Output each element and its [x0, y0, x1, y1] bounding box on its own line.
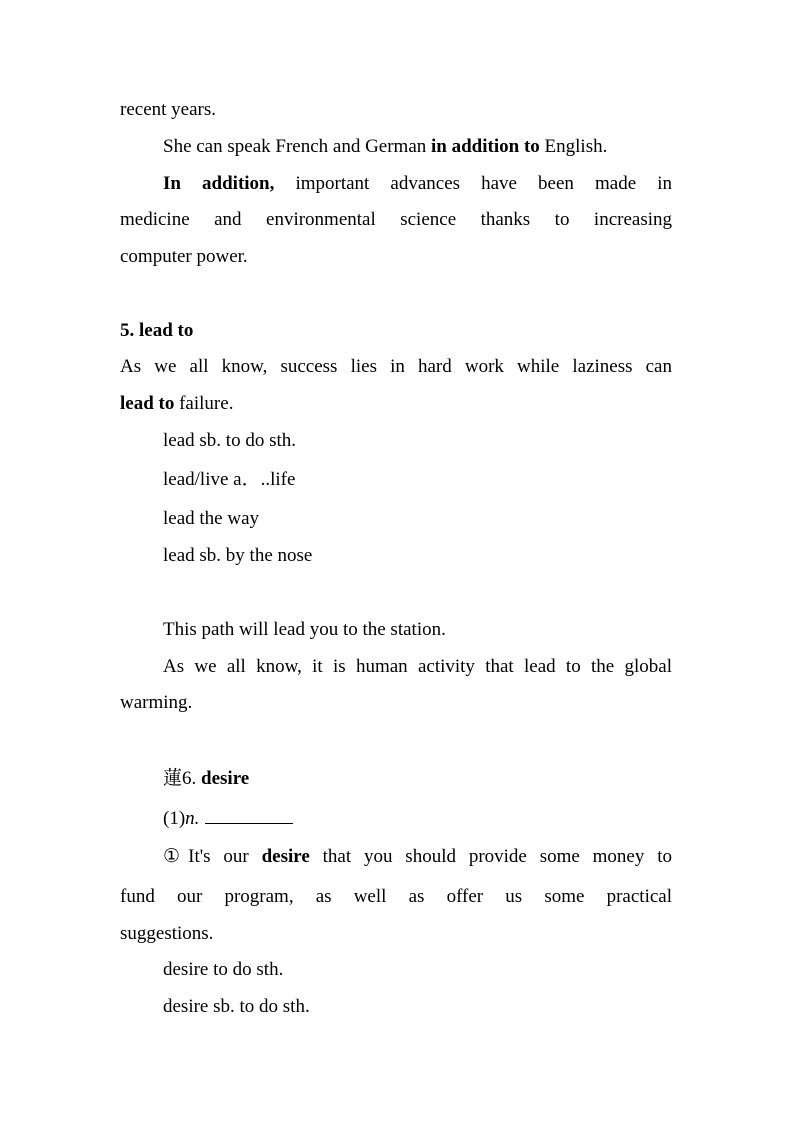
phrase-item: lead the way	[163, 508, 260, 529]
phrase-item: desire sb. to do sth.	[163, 996, 310, 1017]
key-phrase: in addition to	[431, 136, 540, 157]
section-heading: 5. lead to	[120, 320, 194, 341]
fill-in-item: (1)n.	[163, 805, 672, 831]
answer-blank	[205, 805, 293, 824]
phrase-item: lead sb. by the nose	[163, 545, 313, 566]
example-sentence: This path will lead you to the station.	[163, 619, 446, 640]
key-phrase: desire	[261, 846, 310, 867]
example-sentence-continued: lead to failure.	[120, 393, 234, 414]
example-sentence-continued: medicine and environmental science thanks to increasing	[120, 209, 672, 230]
section-heading: 蓮6. desire	[163, 768, 250, 789]
phrase-item: lead/live a．..life	[163, 469, 296, 490]
text-line: recent years.	[120, 99, 216, 120]
example-sentence-continued: suggestions.	[120, 923, 214, 944]
key-phrase: lead to	[120, 393, 175, 414]
example-sentence: ①It's our desire that you should provide some money to	[163, 846, 672, 867]
example-sentence-continued: computer power.	[120, 246, 248, 267]
example-sentence: She can speak French and German in addition to English.	[163, 136, 608, 157]
example-sentence-continued: warming.	[120, 692, 193, 713]
example-sentence: As we all know, it is human activity that lead to the global	[163, 656, 672, 677]
phrase-item: desire to do sth.	[163, 959, 284, 980]
example-sentence: In addition, important advances have been made in	[163, 173, 672, 194]
key-phrase: In addition,	[163, 173, 275, 194]
example-sentence: As we all know, success lies in hard work while laziness can	[120, 356, 672, 377]
example-sentence-continued: fund our program, as well as offer us some practical	[120, 886, 672, 907]
phrase-item: lead sb. to do sth.	[163, 430, 296, 451]
